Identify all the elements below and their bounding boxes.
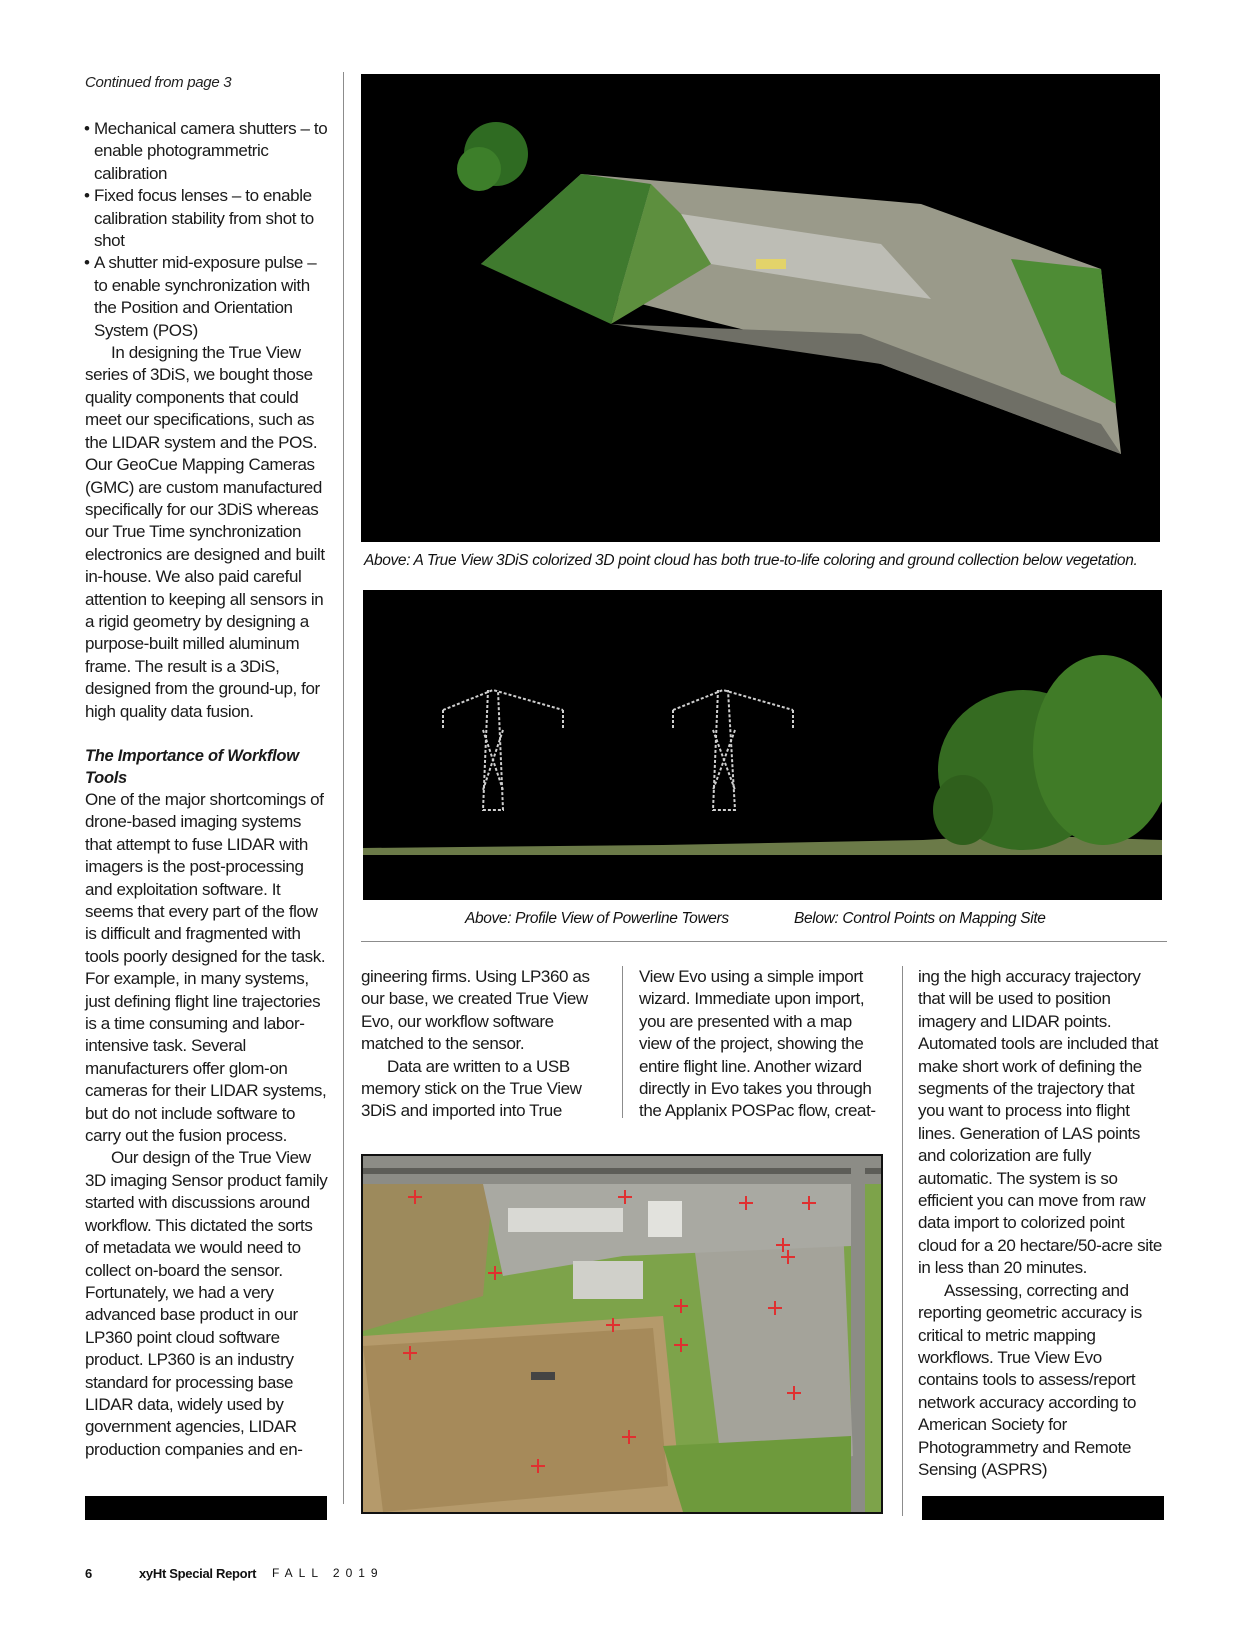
control-points-aerial-image bbox=[361, 1154, 883, 1514]
bullet-item: • Fixed focus lenses – to enable calibration stability from shot to shot bbox=[85, 185, 330, 252]
point-cloud-illustration bbox=[361, 74, 1160, 542]
publication-name: xyHt Special Report bbox=[139, 1566, 257, 1581]
left-column bbox=[85, 118, 330, 1461]
powerline-illustration bbox=[363, 590, 1162, 900]
aerial-illustration bbox=[363, 1156, 881, 1512]
point-cloud-image bbox=[361, 74, 1160, 542]
control-points-caption: Below: Control Points on Mapping Site bbox=[794, 910, 1046, 927]
paragraph: One of the major shortcomings of drone-based imaging systems that attempt to fuse LIDAR with imagers is the post-processing and exploitation software. It seems that every part of the flow is difficult and fragmented with tools poorly designed for the task. For example, in many systems, just defining flight line trajectories is a time consuming and labor-intensive task. Several manufacturers offer glom-on cameras for their LIDAR systems, but do not include software to carry out the fusion process. bbox=[85, 789, 327, 1146]
section-heading: The Importance of Workflow Tools bbox=[85, 746, 299, 787]
page-number: 6 bbox=[85, 1566, 93, 1581]
bullet-item: • A shutter mid-exposure pulse – to enable synchronization with the Position and Orientation System (POS) bbox=[85, 252, 330, 342]
continued-note: Continued from page 3 bbox=[85, 74, 232, 91]
paragraph: Our design of the True View 3D imaging Sensor product family started with discussions around workflow. This dictated the sorts of metadata we would need to collect on-board the sensor. Fortunately, we had a very advanced base product in our LP360 point cloud software product. LP360 is an industry standard for processing base LIDAR data, widely used by government agencies, LIDAR production companies and en- bbox=[85, 1148, 328, 1459]
feature-bullet-list bbox=[85, 118, 330, 342]
powerline-profile-image bbox=[363, 590, 1162, 900]
column-divider bbox=[902, 966, 903, 1516]
profile-caption: Above: Profile View of Powerline Towers bbox=[465, 910, 729, 927]
horizontal-divider bbox=[361, 941, 1167, 942]
column-divider bbox=[343, 72, 344, 1504]
black-bar bbox=[85, 1496, 327, 1520]
center-column bbox=[639, 966, 882, 1123]
right-column bbox=[918, 966, 1163, 1481]
paragraph: Assessing, correcting and reporting geometric accuracy is critical to metric mapping workflows. True View Evo contains tools to assess/report network accuracy according to American Society for Photogrammetry and Remote Sensing (ASPRS) bbox=[918, 1280, 1142, 1479]
paragraph: Data are written to a USB memory stick on the True View 3DiS and imported into True bbox=[361, 1056, 582, 1121]
top-image-caption: Above: A True View 3DiS colorized 3D point cloud has both true-to-life coloring and ground collection below vegetation. bbox=[364, 552, 1138, 569]
paragraph: gineering firms. Using LP360 as our base, we created True View Evo, our workflow software matched to the sensor. bbox=[361, 967, 590, 1054]
paragraph: View Evo using a simple import wizard. Immediate upon import, you are presented with a map view of the project, showing the entire flight line. Another wizard directly in Evo takes you through the Applanix POSPac flow, creat- bbox=[639, 967, 876, 1121]
black-bar bbox=[922, 1496, 1164, 1520]
bullet-item: • Mechanical camera shutters – to enable photogrammetric calibration bbox=[85, 118, 330, 185]
issue-season: FALL 2019 bbox=[272, 1566, 384, 1580]
paragraph: In designing the True View series of 3DiS, we bought those quality components that could meet our specifications, such as the LIDAR system and the POS. Our GeoCue Mapping Cameras (GMC) are custom manufactured specifically for our 3DiS whereas our True Time synchronization electronics are designed and built in-house. We also paid careful attention to keeping all sensors in a rigid geometry by designing a purpose-built milled aluminum frame. The result is a 3DiS, designed from the ground-up, for high quality data fusion. bbox=[85, 343, 325, 721]
column-divider bbox=[622, 966, 623, 1118]
mid-column bbox=[361, 966, 601, 1123]
paragraph: ing the high accuracy trajectory that will be used to position imagery and LIDAR points. Automated tools are included that make short work of defining the segments of the trajectory that you want to process into flight lines. Generation of LAS points and colorization are fully automatic. The system is so efficient you can move from raw data import to colorized point cloud for a 20 hectare/50-acre site in less than 20 minutes. bbox=[918, 967, 1162, 1278]
